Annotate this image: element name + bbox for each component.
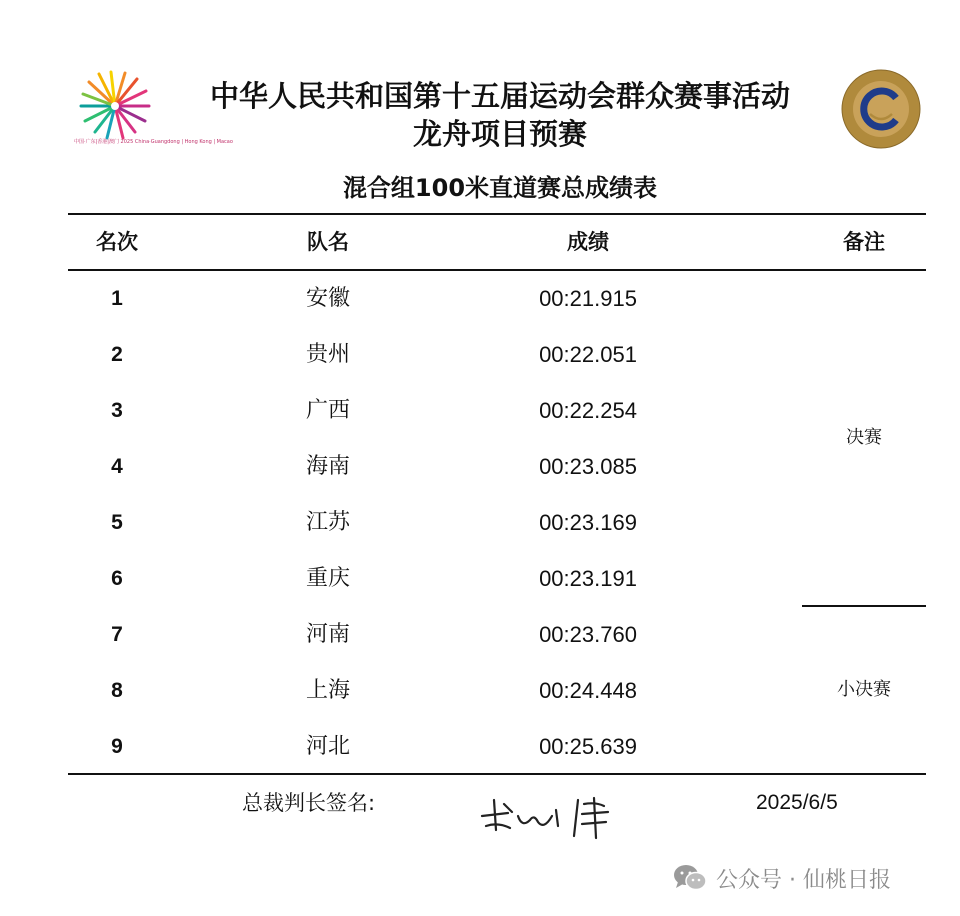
page-title-line1: 中华人民共和国第十五届运动会群众赛事活动 [209, 79, 790, 113]
games-logo-caption: 中国·广东|香港|澳门 2025 China·Guangdong | Hong Kong | Macao [74, 139, 233, 145]
rank-cell: 6 [111, 567, 123, 590]
team-cell: 江苏 [305, 510, 350, 535]
score-cell: 00:22.254 [539, 398, 637, 423]
score-cell: 00:23.191 [539, 566, 637, 591]
score-cell: 00:25.639 [539, 734, 637, 759]
column-header-rank: 名次 [96, 230, 138, 254]
table-row [0, 271, 960, 327]
table-top-rule [68, 213, 926, 215]
team-cell: 海南 [305, 454, 350, 479]
note-final: 决赛 [846, 427, 882, 448]
table-row [0, 551, 960, 607]
rank-cell: 7 [111, 623, 123, 646]
handwritten-signature [474, 786, 624, 842]
note-minor-final: 小决赛 [837, 679, 891, 700]
team-cell: 广西 [305, 398, 350, 423]
table-row [0, 719, 960, 775]
table-row [0, 607, 960, 663]
page-title-line2: 龙舟项目预赛 [412, 117, 587, 151]
team-cell: 上海 [305, 678, 350, 703]
rank-cell: 5 [111, 511, 123, 534]
team-cell: 河南 [305, 622, 350, 647]
table-subtitle: 混合组100米直道赛总成绩表 [342, 174, 658, 202]
score-cell: 00:21.915 [539, 286, 637, 311]
table-row [0, 327, 960, 383]
rank-cell: 4 [111, 455, 123, 478]
chief-referee-sign-label: 总裁判长签名: [242, 791, 376, 815]
score-cell: 00:24.448 [539, 678, 637, 703]
team-cell: 贵州 [305, 342, 350, 367]
team-cell: 安徽 [305, 286, 350, 311]
rank-cell: 2 [111, 343, 123, 366]
table-row [0, 495, 960, 551]
wechat-icon [672, 863, 708, 893]
score-cell: 00:22.051 [539, 342, 637, 367]
rank-cell: 9 [111, 735, 123, 758]
team-cell: 河北 [305, 734, 350, 759]
column-header-score: 成绩 [567, 230, 609, 254]
dragon-boat-association-logo-icon [840, 68, 922, 150]
sign-date: 2025/6/5 [756, 791, 838, 814]
score-cell: 00:23.169 [539, 510, 637, 535]
score-cell: 00:23.085 [539, 454, 637, 479]
column-header-team: 队名 [307, 230, 349, 254]
rank-cell: 3 [111, 399, 123, 422]
rank-cell: 1 [111, 287, 123, 310]
rank-cell: 8 [111, 679, 123, 702]
team-cell: 重庆 [305, 566, 350, 591]
column-header-note: 备注 [843, 230, 885, 254]
score-cell: 00:23.760 [539, 622, 637, 647]
wechat-watermark [672, 862, 891, 894]
games-logo-icon [74, 66, 233, 148]
watermark-text: 公众号 · 仙桃日报 [716, 867, 891, 893]
